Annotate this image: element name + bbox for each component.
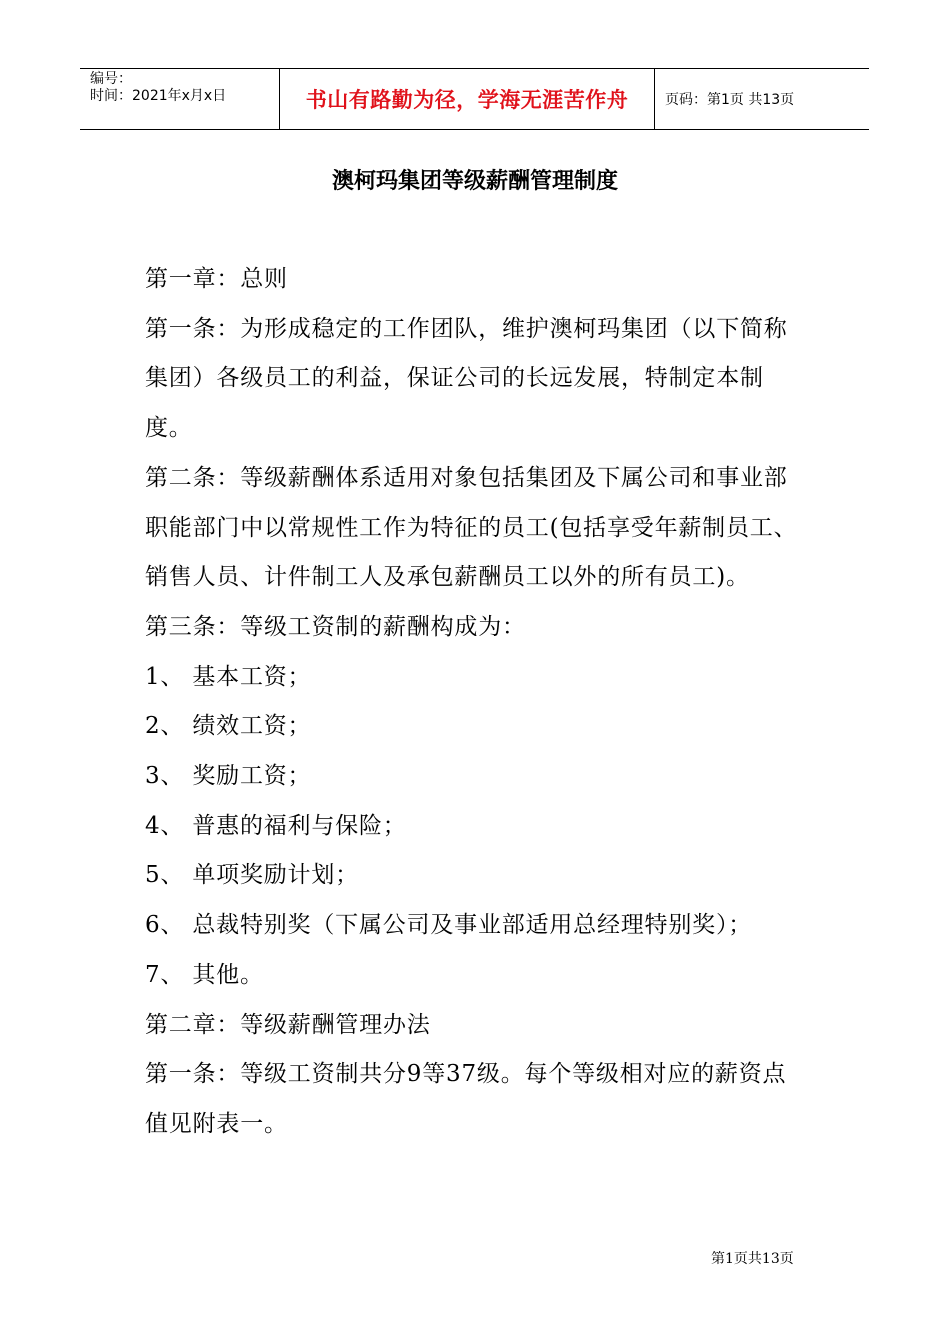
paragraph: 第一条：为形成稳定的工作团队，维护澳柯玛集团（以下简称集团）各级员工的利益，保证公司的长远发展，特制定本制度。	[145, 315, 788, 442]
paragraph: 第二章：等级薪酬管理办法	[145, 1011, 431, 1038]
page-header	[80, 68, 869, 130]
header-number: 编号：	[90, 71, 132, 87]
list-item: 6、 总裁特别奖（下属公司及事业部适用总经理特别奖）；	[145, 912, 753, 939]
list-item: 5、 单项奖励计划；	[145, 862, 359, 889]
list-item: 3、 奖励工资；	[145, 763, 312, 790]
page-footer: 第1页共13页	[711, 1251, 794, 1267]
document-title: 澳柯玛集团等级薪酬管理制度	[331, 169, 618, 194]
paragraph: 第一章：总则	[145, 266, 288, 292]
list-item: 2、 绩效工资；	[145, 713, 312, 740]
header-motto: 书山有路勤为径，学海无涯苦作舟	[280, 69, 655, 129]
header-page-info: 页码：第1页 共13页	[665, 92, 795, 108]
paragraph: 第一条：等级工资制共分9等37级。每个等级相对应的薪资点值见附表一。	[145, 1061, 787, 1137]
list-item: 1、 基本工资；	[145, 663, 312, 690]
header-time: 时间：2021年x月x日	[90, 88, 227, 104]
document-body	[145, 255, 810, 1150]
list-item: 7、 其他。	[145, 961, 264, 988]
list-item: 4、 普惠的福利与保险；	[145, 812, 407, 839]
header-meta	[80, 69, 280, 129]
paragraph: 第三条：等级工资制的薪酬构成为：	[145, 613, 526, 640]
paragraph: 第二条：等级薪酬体系适用对象包括集团及下属公司和事业部职能部门中以常规性工作为特征的员工(包括享受年薪制员工、销售人员、计件制工人及承包薪酬员工以外的所有员工)。	[145, 464, 798, 591]
